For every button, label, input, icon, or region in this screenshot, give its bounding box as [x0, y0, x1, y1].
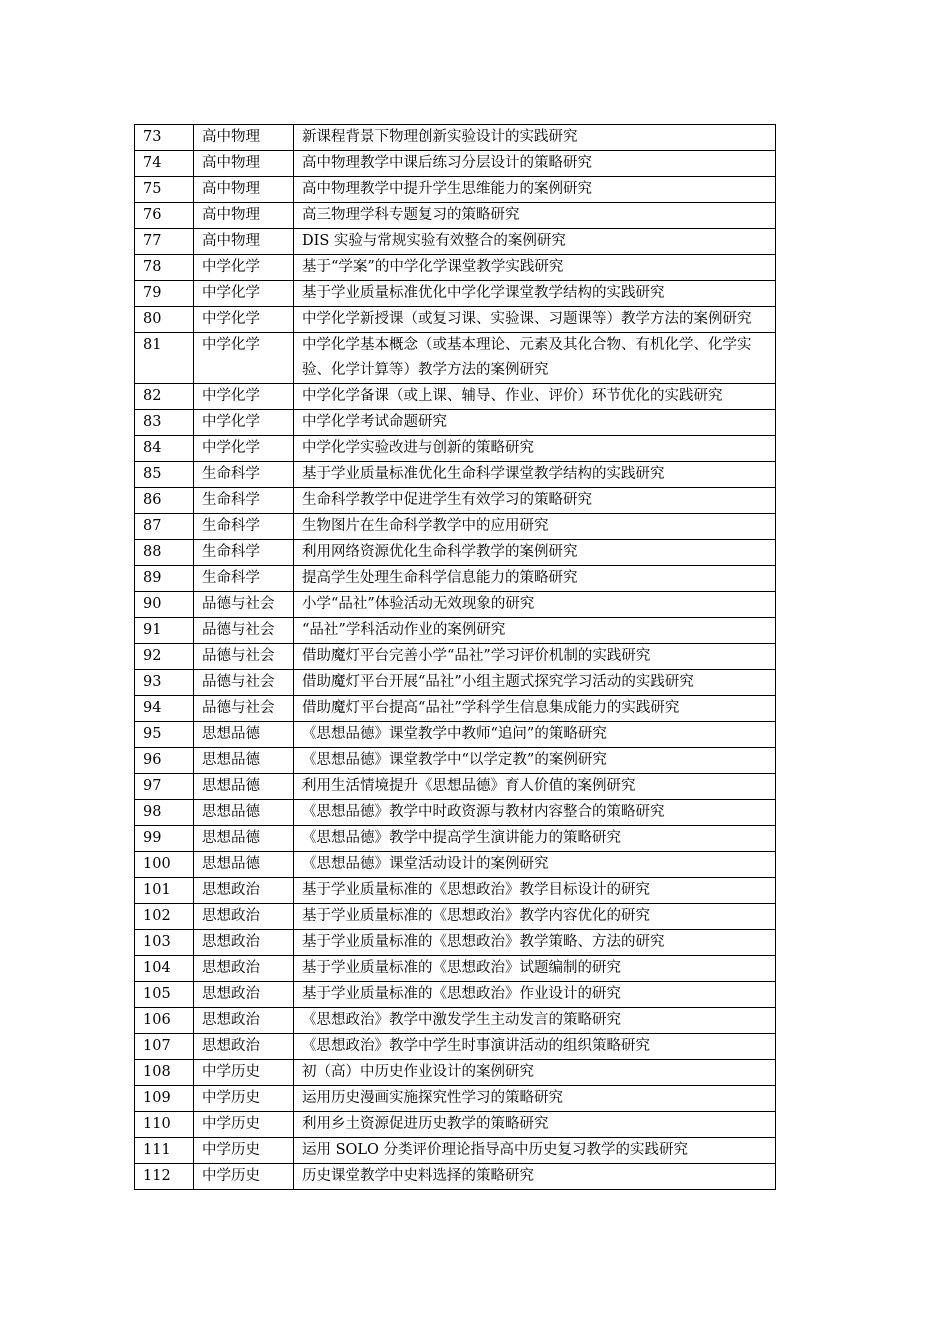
topic-title-cell: 基于学业质量标准优化中学化学课堂教学结构的实践研究	[294, 281, 776, 307]
topic-title-cell: 《思想品德》课堂教学中教师“追问”的策略研究	[294, 722, 776, 748]
row-number-cell: 84	[135, 436, 194, 462]
subject-cell: 品德与社会	[194, 696, 294, 722]
row-number-cell: 108	[135, 1060, 194, 1086]
table-row	[135, 722, 776, 748]
subject-cell: 思想政治	[194, 878, 294, 904]
topic-title-cell: 《思想品德》课堂教学中“以学定教”的案例研究	[294, 748, 776, 774]
table-row	[135, 333, 776, 384]
subject-cell: 中学历史	[194, 1164, 294, 1190]
table-row	[135, 748, 776, 774]
topic-title-cell: 基于学业质量标准的《思想政治》教学策略、方法的研究	[294, 930, 776, 956]
subject-cell: 思想政治	[194, 956, 294, 982]
topic-title-cell: 基于学业质量标准优化生命科学课堂教学结构的实践研究	[294, 462, 776, 488]
row-number-cell: 83	[135, 410, 194, 436]
table-row	[135, 982, 776, 1008]
topic-title-cell: 中学化学备课（或上课、辅导、作业、评价）环节优化的实践研究	[294, 384, 776, 410]
topic-title-cell: 高中物理教学中课后练习分层设计的策略研究	[294, 151, 776, 177]
table-row	[135, 800, 776, 826]
table-row	[135, 956, 776, 982]
topic-title-cell: 利用网络资源优化生命科学教学的案例研究	[294, 540, 776, 566]
topic-title-cell: 基于学业质量标准的《思想政治》作业设计的研究	[294, 982, 776, 1008]
topic-title-cell: 新课程背景下物理创新实验设计的实践研究	[294, 125, 776, 151]
row-number-cell: 90	[135, 592, 194, 618]
row-number-cell: 99	[135, 826, 194, 852]
table-row	[135, 177, 776, 203]
topic-title-cell: 基于“学案”的中学化学课堂教学实践研究	[294, 255, 776, 281]
row-number-cell: 98	[135, 800, 194, 826]
row-number-cell: 93	[135, 670, 194, 696]
table-row	[135, 1060, 776, 1086]
subject-cell: 思想政治	[194, 904, 294, 930]
topic-title-cell: 历史课堂教学中史料选择的策略研究	[294, 1164, 776, 1190]
topic-title-cell: 中学化学新授课（或复习课、实验课、习题课等）教学方法的案例研究	[294, 307, 776, 333]
row-number-cell: 91	[135, 618, 194, 644]
row-number-cell: 102	[135, 904, 194, 930]
table-row	[135, 410, 776, 436]
table-row	[135, 203, 776, 229]
row-number-cell: 88	[135, 540, 194, 566]
row-number-cell: 73	[135, 125, 194, 151]
subject-cell: 思想政治	[194, 1008, 294, 1034]
subject-cell: 高中物理	[194, 151, 294, 177]
subject-cell: 思想品德	[194, 826, 294, 852]
subject-cell: 高中物理	[194, 203, 294, 229]
subject-cell: 生命科学	[194, 462, 294, 488]
table-row	[135, 592, 776, 618]
subject-cell: 思想政治	[194, 982, 294, 1008]
subject-cell: 思想政治	[194, 930, 294, 956]
table-row	[135, 1086, 776, 1112]
row-number-cell: 97	[135, 774, 194, 800]
table-row	[135, 670, 776, 696]
row-number-cell: 80	[135, 307, 194, 333]
table-row	[135, 488, 776, 514]
row-number-cell: 96	[135, 748, 194, 774]
table-row	[135, 307, 776, 333]
row-number-cell: 81	[135, 333, 194, 384]
table-row	[135, 878, 776, 904]
topic-title-cell: 借助魔灯平台提高“品社”学科学生信息集成能力的实践研究	[294, 696, 776, 722]
subject-cell: 生命科学	[194, 514, 294, 540]
topic-title-cell: 基于学业质量标准的《思想政治》教学内容优化的研究	[294, 904, 776, 930]
topic-title-cell: 《思想政治》教学中激发学生主动发言的策略研究	[294, 1008, 776, 1034]
table-row	[135, 852, 776, 878]
subject-cell: 品德与社会	[194, 592, 294, 618]
row-number-cell: 106	[135, 1008, 194, 1034]
topic-title-cell: 《思想品德》课堂活动设计的案例研究	[294, 852, 776, 878]
row-number-cell: 110	[135, 1112, 194, 1138]
topic-title-cell: 《思想政治》教学中学生时事演讲活动的组织策略研究	[294, 1034, 776, 1060]
subject-cell: 思想品德	[194, 852, 294, 878]
table-row	[135, 774, 776, 800]
table-row	[135, 1008, 776, 1034]
subject-cell: 中学化学	[194, 410, 294, 436]
table-row	[135, 125, 776, 151]
table-row	[135, 566, 776, 592]
row-number-cell: 94	[135, 696, 194, 722]
row-number-cell: 112	[135, 1164, 194, 1190]
row-number-cell: 76	[135, 203, 194, 229]
subject-cell: 生命科学	[194, 540, 294, 566]
topic-title-cell: 初（高）中历史作业设计的案例研究	[294, 1060, 776, 1086]
subject-cell: 思想品德	[194, 800, 294, 826]
row-number-cell: 86	[135, 488, 194, 514]
subject-cell: 生命科学	[194, 566, 294, 592]
topic-title-cell: 生命科学教学中促进学生有效学习的策略研究	[294, 488, 776, 514]
row-number-cell: 85	[135, 462, 194, 488]
topic-title-cell: 高三物理学科专题复习的策略研究	[294, 203, 776, 229]
subject-cell: 中学历史	[194, 1138, 294, 1164]
topic-title-cell: 《思想品德》教学中提高学生演讲能力的策略研究	[294, 826, 776, 852]
subject-cell: 中学化学	[194, 436, 294, 462]
subject-cell: 思想品德	[194, 748, 294, 774]
table-row	[135, 1034, 776, 1060]
table-row	[135, 436, 776, 462]
topic-title-cell: 中学化学基本概念（或基本理论、元素及其化合物、有机化学、化学实验、化学计算等）教学方法的案例研究	[294, 333, 776, 384]
research-topics-table	[134, 124, 776, 1190]
table-row	[135, 1138, 776, 1164]
subject-cell: 中学化学	[194, 255, 294, 281]
topic-title-cell: 运用历史漫画实施探究性学习的策略研究	[294, 1086, 776, 1112]
table-row	[135, 618, 776, 644]
subject-cell: 中学化学	[194, 281, 294, 307]
subject-cell: 中学化学	[194, 307, 294, 333]
row-number-cell: 92	[135, 644, 194, 670]
subject-cell: 思想品德	[194, 774, 294, 800]
topic-title-cell: DIS 实验与常规实验有效整合的案例研究	[294, 229, 776, 255]
row-number-cell: 82	[135, 384, 194, 410]
subject-cell: 中学化学	[194, 333, 294, 384]
topic-title-cell: 利用乡土资源促进历史教学的策略研究	[294, 1112, 776, 1138]
subject-cell: 中学化学	[194, 384, 294, 410]
table-row	[135, 462, 776, 488]
table-row	[135, 1112, 776, 1138]
row-number-cell: 104	[135, 956, 194, 982]
subject-cell: 生命科学	[194, 488, 294, 514]
row-number-cell: 100	[135, 852, 194, 878]
table-row	[135, 1164, 776, 1190]
row-number-cell: 101	[135, 878, 194, 904]
subject-cell: 品德与社会	[194, 618, 294, 644]
topic-title-cell: 生物图片在生命科学教学中的应用研究	[294, 514, 776, 540]
topic-title-cell: 利用生活情境提升《思想品德》育人价值的案例研究	[294, 774, 776, 800]
subject-cell: 品德与社会	[194, 644, 294, 670]
topic-title-cell: 基于学业质量标准的《思想政治》试题编制的研究	[294, 956, 776, 982]
topic-title-cell: 中学化学考试命题研究	[294, 410, 776, 436]
topic-title-cell: 提高学生处理生命科学信息能力的策略研究	[294, 566, 776, 592]
table-row	[135, 826, 776, 852]
table-row	[135, 281, 776, 307]
row-number-cell: 77	[135, 229, 194, 255]
topic-title-cell: 《思想品德》教学中时政资源与教材内容整合的策略研究	[294, 800, 776, 826]
research-topics-table-body	[135, 125, 776, 1190]
table-row	[135, 229, 776, 255]
subject-cell: 中学历史	[194, 1086, 294, 1112]
topic-title-cell: 中学化学实验改进与创新的策略研究	[294, 436, 776, 462]
row-number-cell: 87	[135, 514, 194, 540]
subject-cell: 思想政治	[194, 1034, 294, 1060]
subject-cell: 品德与社会	[194, 670, 294, 696]
row-number-cell: 74	[135, 151, 194, 177]
row-number-cell: 111	[135, 1138, 194, 1164]
table-row	[135, 384, 776, 410]
row-number-cell: 107	[135, 1034, 194, 1060]
topic-title-cell: 运用 SOLO 分类评价理论指导高中历史复习教学的实践研究	[294, 1138, 776, 1164]
topic-title-cell: 借助魔灯平台开展“品社”小组主题式探究学习活动的实践研究	[294, 670, 776, 696]
table-row	[135, 151, 776, 177]
row-number-cell: 103	[135, 930, 194, 956]
topic-title-cell: 借助魔灯平台完善小学“品社”学习评价机制的实践研究	[294, 644, 776, 670]
row-number-cell: 95	[135, 722, 194, 748]
topic-title-cell: “品社”学科活动作业的案例研究	[294, 618, 776, 644]
table-row	[135, 540, 776, 566]
subject-cell: 思想品德	[194, 722, 294, 748]
table-row	[135, 696, 776, 722]
row-number-cell: 78	[135, 255, 194, 281]
subject-cell: 高中物理	[194, 177, 294, 203]
subject-cell: 中学历史	[194, 1112, 294, 1138]
topic-title-cell: 小学“品社”体验活动无效现象的研究	[294, 592, 776, 618]
subject-cell: 中学历史	[194, 1060, 294, 1086]
row-number-cell: 79	[135, 281, 194, 307]
row-number-cell: 105	[135, 982, 194, 1008]
table-row	[135, 514, 776, 540]
table-row	[135, 904, 776, 930]
topic-title-cell: 高中物理教学中提升学生思维能力的案例研究	[294, 177, 776, 203]
row-number-cell: 89	[135, 566, 194, 592]
row-number-cell: 75	[135, 177, 194, 203]
table-row	[135, 930, 776, 956]
topic-title-cell: 基于学业质量标准的《思想政治》教学目标设计的研究	[294, 878, 776, 904]
table-row	[135, 644, 776, 670]
row-number-cell: 109	[135, 1086, 194, 1112]
subject-cell: 高中物理	[194, 125, 294, 151]
table-row	[135, 255, 776, 281]
subject-cell: 高中物理	[194, 229, 294, 255]
